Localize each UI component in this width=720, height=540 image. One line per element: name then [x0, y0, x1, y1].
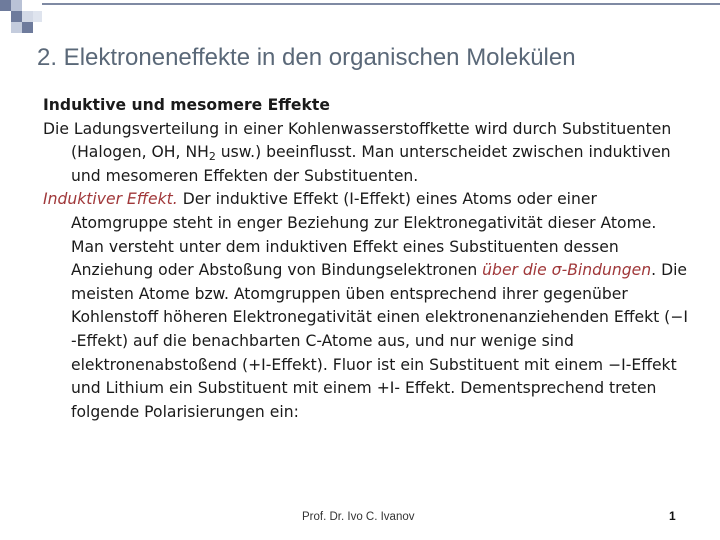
emphasis-sigma-bonds: über die σ-Bindungen — [482, 261, 652, 280]
paragraph-inductive-effect — [43, 188, 693, 424]
footer-author: Prof. Dr. Ivo C. Ivanov — [302, 511, 415, 523]
slide-body — [43, 94, 693, 424]
intro-text-a: Die Ladungsverteilung in einer Kohlenwasserstoffkette wird durch Substituenten (Halogen, OH, NH — [43, 119, 672, 162]
header-decoration — [0, 0, 720, 40]
intro-text-b: usw.) beeinflusst. Man unterscheidet zwischen induktiven und mesomeren Effekten der Substituenten. — [71, 143, 671, 185]
inductive-text-a: Der induktive Effekt (I-Effekt) eines Atoms oder einer Atomgruppe steht in enger Beziehung zur Elektronegativität dieser Atome. Man versteht unter dem induktiven Effekt eines Substituenten dessen Anziehung oder Abstoßung von Bindungselektronen — [71, 190, 657, 280]
subscript-2: 2 — [208, 150, 216, 164]
page-number: 1 — [669, 509, 676, 523]
inductive-text-b: . Die meisten Atome bzw. Atomgruppen üben entsprechend ihrer gegenüber Kohlenstoff höheren Elektronegativität einen elektronenanziehenden Effekt (−I -Effekt) auf die benachbarten C-Atome aus, und nur wenige sind elektronenabstoßend (+I-Effekt). Fluor ist ein Substituent mit einem −I-Effekt und Lithium ein Substituent mit einem +I- Effekt. Dementsprechend treten folgende Polarisierungen ein: — [71, 261, 688, 421]
term-inductive-effect: Induktiver Effekt. — [43, 190, 178, 209]
slide-title: 2. Elektroneneffekte in den organischen Molekülen — [37, 44, 576, 71]
section-heading: Induktive und mesomere Effekte — [43, 96, 330, 114]
paragraph-intro — [43, 118, 693, 189]
